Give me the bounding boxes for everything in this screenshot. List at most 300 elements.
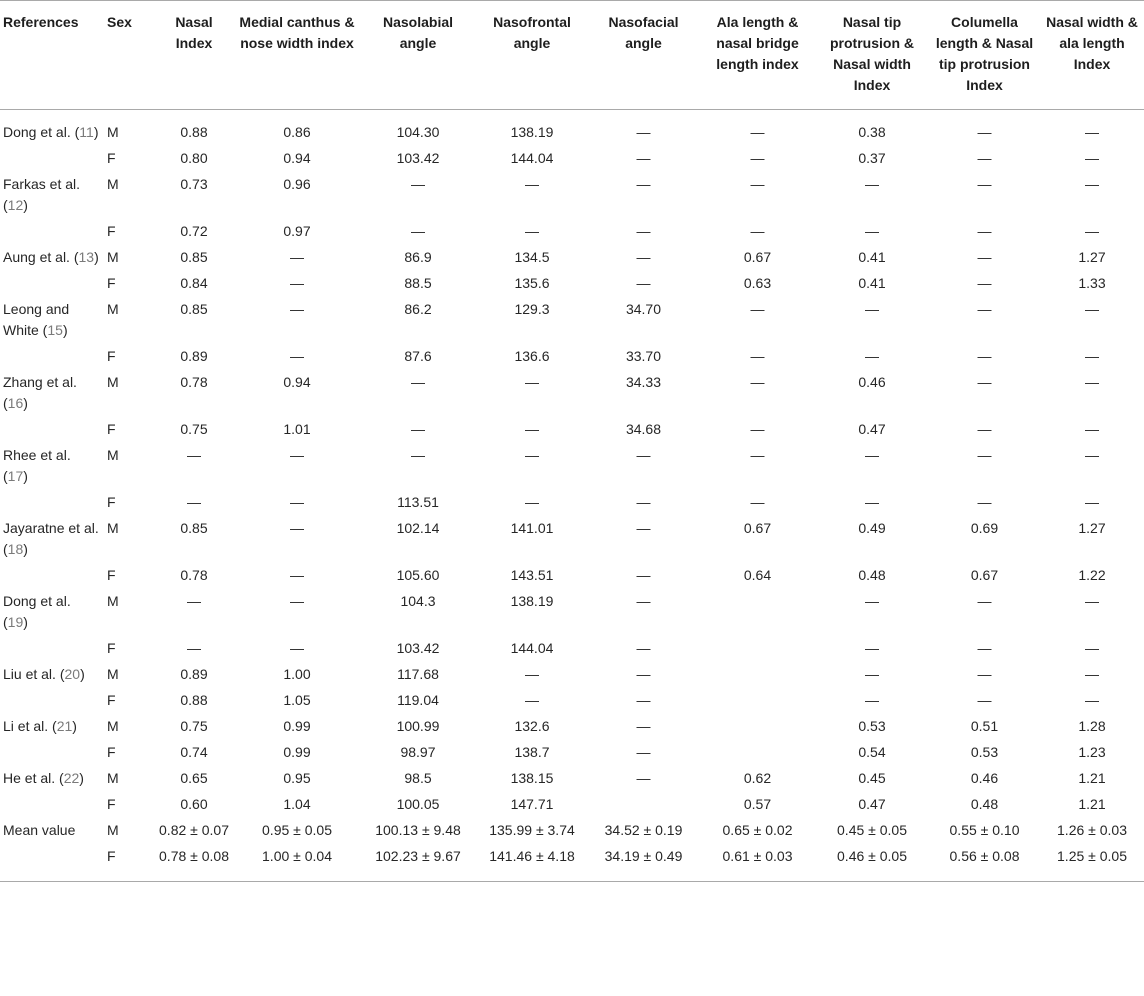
value-cell: —: [865, 447, 879, 463]
value-cell: 0.94: [283, 374, 311, 390]
citation-link[interactable]: 15: [47, 322, 63, 338]
reference-name: Mean value: [3, 822, 76, 838]
value-cell: 0.89: [180, 666, 208, 682]
value-cell: [700, 636, 815, 662]
value-cell: 0.64: [743, 567, 772, 583]
value-cell: 1.25 ± 0.05: [1040, 844, 1144, 882]
value-cell: —: [865, 301, 879, 317]
table-row: [0, 490, 1144, 516]
value-cell: 1.28: [1078, 718, 1106, 734]
value-cell: 0.46 ± 0.05: [815, 844, 929, 882]
reference-cell: [0, 271, 103, 297]
value-cell: —: [977, 124, 992, 140]
table-row: [0, 792, 1144, 818]
value-cell: —: [1085, 494, 1099, 510]
value-cell: 0.78 ± 0.08: [153, 844, 235, 882]
column-header: Ala length & nasal bridge length index: [700, 1, 815, 110]
value-cell: 0.53: [858, 718, 886, 734]
citation-link[interactable]: 13: [78, 249, 95, 265]
citation-link[interactable]: 18: [7, 541, 24, 557]
value-cell: 0.78: [180, 567, 208, 583]
value-cell: —: [977, 348, 992, 364]
table-row: [0, 818, 1144, 844]
value-cell: 0.45: [858, 770, 886, 786]
reference-cell: [0, 146, 103, 172]
value-cell: 88.5: [404, 275, 432, 291]
value-cell: —: [1085, 593, 1099, 609]
value-cell: —: [290, 567, 304, 583]
table-row: [0, 271, 1144, 297]
citation-link[interactable]: 20: [64, 666, 81, 682]
value-cell: 144.04: [510, 640, 554, 656]
value-cell: 1.27: [1078, 520, 1106, 536]
reference-name: Aung et al.: [3, 249, 70, 265]
value-cell: 0.54: [858, 744, 886, 760]
value-cell: 117.68: [397, 666, 439, 682]
value-cell: 0.86: [283, 124, 311, 140]
value-cell: 0.88: [180, 692, 208, 708]
table-row: [0, 589, 1144, 636]
sex-cell: F: [107, 494, 116, 510]
value-cell: 1.22: [1078, 567, 1106, 583]
value-cell: 100.05: [396, 796, 440, 812]
value-cell: —: [750, 301, 765, 317]
reference-name: He et al.: [3, 770, 56, 786]
value-cell: 1.05: [283, 692, 311, 708]
value-cell: 0.56 ± 0.08: [929, 844, 1040, 882]
citation-link[interactable]: 16: [7, 395, 24, 411]
reference-name: Jayaratne et al.: [3, 520, 99, 536]
reference-cell: Dong et al. (11): [3, 124, 99, 140]
value-cell: 0.95: [283, 770, 311, 786]
value-cell: 136.6: [514, 348, 550, 364]
value-cell: —: [290, 348, 304, 364]
value-cell: 0.57: [743, 796, 772, 812]
value-cell: —: [865, 666, 879, 682]
value-cell: 0.84: [180, 275, 208, 291]
value-cell: 105.60: [396, 567, 440, 583]
value-cell: —: [977, 249, 992, 265]
value-cell: —: [636, 494, 651, 510]
value-cell: —: [865, 692, 879, 708]
sex-cell: F: [107, 692, 116, 708]
value-cell: 0.60: [180, 796, 208, 812]
value-cell: —: [865, 640, 879, 656]
value-cell: —: [525, 176, 539, 192]
reference-cell: [0, 792, 103, 818]
value-cell: 34.70: [625, 301, 662, 317]
value-cell: —: [1085, 176, 1099, 192]
value-cell: 34.19 ± 0.49: [587, 844, 700, 882]
table-row: [0, 714, 1144, 740]
value-cell: —: [636, 275, 651, 291]
value-cell: 0.85: [180, 520, 208, 536]
value-cell: —: [636, 744, 651, 760]
reference-cell: Zhang et al. (16): [3, 374, 77, 411]
value-cell: 0.82 ± 0.07: [159, 822, 229, 838]
table-row: [0, 662, 1144, 688]
value-cell: —: [977, 666, 992, 682]
value-cell: 0.38: [858, 124, 886, 140]
value-cell: 0.74: [180, 744, 208, 760]
value-cell: 0.62: [743, 770, 772, 786]
value-cell: 0.75: [180, 718, 208, 734]
value-cell: 0.67: [743, 249, 772, 265]
citation-link[interactable]: 21: [56, 718, 73, 734]
value-cell: [700, 714, 815, 740]
value-cell: 0.61 ± 0.03: [700, 844, 815, 882]
value-cell: 100.13 ± 9.48: [375, 822, 461, 838]
value-cell: 1.23: [1078, 744, 1106, 760]
reference-cell: Dong et al. (19): [3, 593, 71, 630]
value-cell: [700, 688, 815, 714]
value-cell: —: [977, 447, 992, 463]
value-cell: 141.01: [510, 520, 554, 536]
value-cell: —: [1085, 447, 1099, 463]
value-cell: —: [187, 593, 201, 609]
table-row: [0, 245, 1144, 271]
value-cell: 147.71: [510, 796, 554, 812]
value-cell: —: [750, 494, 765, 510]
value-cell: 104.30: [396, 124, 440, 140]
value-cell: 129.3: [514, 301, 550, 317]
value-cell: —: [411, 223, 425, 239]
value-cell: 34.68: [625, 421, 662, 437]
value-cell: 1.00 ± 0.04: [235, 844, 359, 882]
value-cell: 0.75: [180, 421, 208, 437]
sex-cell: F: [107, 150, 116, 166]
sex-cell: M: [107, 124, 119, 140]
reference-cell: [0, 563, 103, 589]
value-cell: 98.5: [404, 770, 432, 786]
value-cell: —: [636, 520, 651, 536]
reference-cell: [0, 417, 103, 443]
citation-link[interactable]: 22: [63, 770, 80, 786]
value-cell: 138.7: [514, 744, 550, 760]
sex-cell: M: [107, 176, 119, 192]
table-row: [0, 370, 1144, 417]
value-cell: 0.53: [970, 744, 999, 760]
table-row: [0, 443, 1144, 490]
value-cell: —: [865, 223, 879, 239]
value-cell: —: [187, 494, 201, 510]
value-cell: —: [290, 275, 304, 291]
sex-cell: F: [107, 796, 116, 812]
value-cell: 0.45 ± 0.05: [837, 822, 907, 838]
reference-cell: [0, 636, 103, 662]
value-cell: —: [525, 494, 539, 510]
value-cell: —: [290, 593, 304, 609]
value-cell: —: [636, 249, 651, 265]
value-cell: 0.73: [180, 176, 208, 192]
value-cell: —: [411, 421, 425, 437]
value-cell: 138.19: [510, 124, 554, 140]
value-cell: —: [865, 593, 879, 609]
table-body: [0, 110, 1144, 882]
value-cell: [700, 589, 815, 636]
value-cell: 0.67: [743, 520, 772, 536]
header-row: [0, 1, 1144, 110]
sex-cell: F: [107, 744, 116, 760]
value-cell: —: [977, 494, 992, 510]
value-cell: 0.88: [180, 124, 208, 140]
value-cell: —: [187, 640, 201, 656]
sex-cell: F: [107, 640, 116, 656]
reference-cell: Aung et al. (13): [3, 249, 99, 265]
value-cell: 0.65: [180, 770, 208, 786]
value-cell: 100.99: [396, 718, 440, 734]
sex-cell: M: [107, 718, 119, 734]
sex-cell: M: [107, 520, 119, 536]
reference-cell: Li et al. (21): [3, 718, 77, 734]
reference-name: Dong et al.: [3, 124, 71, 140]
table-row: [0, 110, 1144, 147]
value-cell: —: [636, 666, 651, 682]
reference-cell: Jayaratne et al. (18): [3, 520, 99, 557]
value-cell: 0.72: [180, 223, 208, 239]
value-cell: 103.42: [396, 150, 440, 166]
value-cell: 134.5: [514, 249, 550, 265]
sex-cell: M: [107, 593, 119, 609]
column-header: Sex: [103, 1, 153, 110]
value-cell: 0.41: [858, 249, 886, 265]
value-cell: 102.14: [396, 520, 440, 536]
value-cell: 103.42: [396, 640, 440, 656]
value-cell: 0.78: [180, 374, 208, 390]
value-cell: 0.47: [858, 421, 886, 437]
value-cell: 1.04: [283, 796, 311, 812]
value-cell: 0.37: [858, 150, 886, 166]
sex-cell: F: [103, 844, 153, 882]
value-cell: —: [636, 150, 651, 166]
value-cell: —: [977, 301, 992, 317]
citation-link[interactable]: 19: [7, 614, 24, 630]
table-row: [0, 344, 1144, 370]
value-cell: 132.6: [514, 718, 550, 734]
reference-cell: Farkas et al. (12): [3, 176, 81, 213]
value-cell: 98.97: [400, 744, 436, 760]
value-cell: 0.46: [858, 374, 886, 390]
value-cell: —: [977, 374, 992, 390]
value-cell: 0.80: [180, 150, 208, 166]
value-cell: 141.46 ± 4.18: [477, 844, 587, 882]
value-cell: —: [1085, 150, 1099, 166]
value-cell: —: [525, 421, 539, 437]
value-cell: 138.15: [510, 770, 554, 786]
reference-cell: [0, 344, 103, 370]
table-row: [0, 636, 1144, 662]
value-cell: 135.99 ± 3.74: [489, 822, 575, 838]
value-cell: 86.9: [404, 249, 432, 265]
value-cell: —: [977, 223, 992, 239]
value-cell: 102.23 ± 9.67: [359, 844, 477, 882]
value-cell: 86.2: [404, 301, 432, 317]
sex-cell: F: [107, 567, 116, 583]
value-cell: —: [750, 421, 765, 437]
column-header: Columella length & Nasal tip protrusion Index: [929, 1, 1040, 110]
column-header: Nasal tip protrusion & Nasal width Index: [815, 1, 929, 110]
value-cell: —: [290, 447, 304, 463]
value-cell: 0.95 ± 0.05: [262, 822, 332, 838]
table-row: [0, 146, 1144, 172]
table-row: [0, 563, 1144, 589]
value-cell: 0.99: [283, 718, 311, 734]
sex-cell: M: [107, 249, 119, 265]
value-cell: 1.26 ± 0.03: [1057, 822, 1127, 838]
value-cell: —: [977, 692, 992, 708]
value-cell: —: [636, 593, 651, 609]
value-cell: —: [636, 692, 651, 708]
sex-cell: M: [107, 374, 119, 390]
value-cell: 33.70: [625, 348, 662, 364]
value-cell: 0.85: [180, 301, 208, 317]
value-cell: —: [750, 223, 765, 239]
value-cell: —: [977, 275, 992, 291]
value-cell: —: [411, 447, 425, 463]
reference-name: Dong et al.: [3, 593, 71, 609]
value-cell: —: [750, 348, 765, 364]
value-cell: —: [977, 640, 992, 656]
value-cell: 0.48: [858, 567, 886, 583]
value-cell: —: [977, 176, 992, 192]
value-cell: 0.65 ± 0.02: [722, 822, 793, 838]
value-cell: —: [636, 640, 651, 656]
value-cell: —: [411, 374, 425, 390]
value-cell: —: [865, 176, 879, 192]
reference-cell: Liu et al. (20): [3, 666, 85, 682]
value-cell: 144.04: [510, 150, 554, 166]
value-cell: 119.04: [397, 692, 439, 708]
value-cell: 143.51: [510, 567, 554, 583]
value-cell: —: [290, 494, 304, 510]
column-header: Nasal Index: [153, 1, 235, 110]
sex-cell: F: [107, 421, 116, 437]
value-cell: 0.94: [283, 150, 311, 166]
value-cell: —: [1085, 640, 1099, 656]
value-cell: —: [636, 223, 651, 239]
column-header: Nasal width & ala length Index: [1040, 1, 1144, 110]
table-row: [0, 172, 1144, 219]
reference-cell: [0, 818, 103, 844]
citation-link[interactable]: 11: [79, 124, 94, 140]
value-cell: 0.69: [970, 520, 999, 536]
table-row: [0, 844, 1144, 882]
value-cell: —: [977, 421, 992, 437]
value-cell: —: [750, 374, 765, 390]
value-cell: —: [1085, 301, 1099, 317]
value-cell: 1.33: [1078, 275, 1106, 291]
value-cell: —: [977, 150, 992, 166]
reference-cell: [0, 688, 103, 714]
value-cell: —: [411, 176, 425, 192]
table-row: [0, 297, 1144, 344]
reference-cell: [0, 490, 103, 516]
value-cell: —: [1085, 223, 1099, 239]
value-cell: —: [865, 494, 879, 510]
value-cell: 0.67: [970, 567, 999, 583]
reference-cell: Leong and White (15): [3, 301, 70, 338]
reference-cell: [0, 844, 103, 882]
value-cell: 0.41: [858, 275, 886, 291]
value-cell: —: [750, 150, 765, 166]
value-cell: 87.6: [404, 348, 432, 364]
value-cell: —: [290, 520, 304, 536]
sex-cell: M: [107, 822, 119, 838]
column-header: Nasofrontal angle: [477, 1, 587, 110]
value-cell: 0.46: [970, 770, 999, 786]
table-row: [0, 740, 1144, 766]
value-cell: —: [525, 447, 539, 463]
citation-link[interactable]: 12: [7, 197, 24, 213]
value-cell: —: [636, 124, 651, 140]
value-cell: 0.49: [858, 520, 886, 536]
value-cell: 0.47: [858, 796, 886, 812]
value-cell: 0.63: [743, 275, 772, 291]
value-cell: —: [977, 593, 992, 609]
reference-cell: [0, 219, 103, 245]
value-cell: [587, 792, 700, 818]
value-cell: —: [1085, 666, 1099, 682]
value-cell: —: [1085, 348, 1099, 364]
value-cell: 34.52 ± 0.19: [604, 822, 683, 838]
value-cell: 135.6: [514, 275, 550, 291]
value-cell: —: [1085, 374, 1099, 390]
value-cell: 1.21: [1078, 770, 1106, 786]
value-cell: —: [290, 249, 304, 265]
value-cell: 0.48: [970, 796, 999, 812]
table-row: [0, 417, 1144, 443]
value-cell: 1.00: [283, 666, 311, 682]
value-cell: 1.01: [283, 421, 311, 437]
column-header: Medial canthus & nose width index: [235, 1, 359, 110]
value-cell: —: [187, 447, 201, 463]
value-cell: —: [636, 447, 651, 463]
column-header: References: [0, 1, 103, 110]
reference-cell: [0, 740, 103, 766]
table-row: [0, 516, 1144, 563]
reference-cell: He et al. (22): [3, 770, 84, 786]
value-cell: —: [1085, 692, 1099, 708]
value-cell: 0.97: [283, 223, 311, 239]
value-cell: —: [636, 770, 651, 786]
reference-name: Leong and White: [3, 301, 70, 338]
value-cell: —: [525, 666, 539, 682]
reference-cell: Rhee et al. (17): [3, 447, 71, 484]
value-cell: —: [525, 223, 539, 239]
reference-name: Farkas et al.: [3, 176, 81, 192]
value-cell: —: [750, 176, 765, 192]
value-cell: 138.19: [510, 593, 554, 609]
value-cell: —: [865, 348, 879, 364]
value-cell: 0.85: [180, 249, 208, 265]
value-cell: 104.3: [400, 593, 436, 609]
table-row: [0, 766, 1144, 792]
value-cell: 0.51: [970, 718, 999, 734]
value-cell: —: [1085, 421, 1099, 437]
reference-name: Li et al.: [3, 718, 49, 734]
value-cell: 1.27: [1078, 249, 1106, 265]
value-cell: —: [525, 374, 539, 390]
value-cell: —: [750, 447, 765, 463]
value-cell: —: [750, 124, 765, 140]
sex-cell: F: [107, 223, 116, 239]
sex-cell: F: [107, 275, 116, 291]
value-cell: —: [636, 567, 651, 583]
value-cell: [700, 662, 815, 688]
citation-link[interactable]: 17: [7, 468, 24, 484]
value-cell: 1.21: [1078, 796, 1106, 812]
value-cell: 113.51: [397, 494, 439, 510]
